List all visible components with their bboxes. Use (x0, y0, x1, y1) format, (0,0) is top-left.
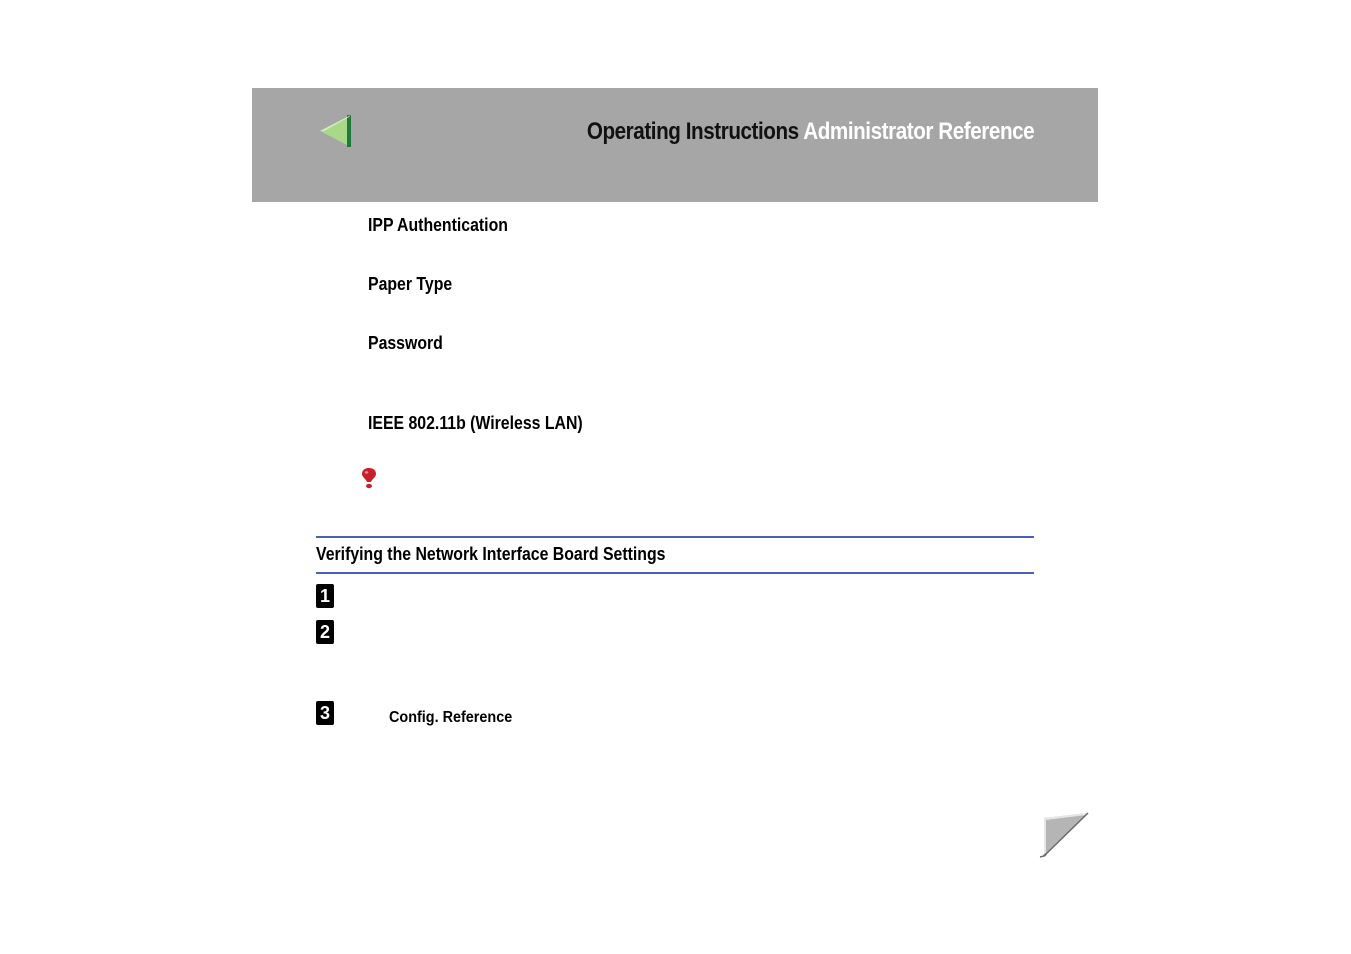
next-page-corner-icon[interactable] (1038, 810, 1090, 858)
previous-page-arrow-icon[interactable] (318, 114, 354, 150)
step-2-badge: 2 (316, 620, 334, 644)
important-note-icon (360, 467, 378, 489)
section-header (316, 536, 1034, 574)
step-1-badge: 1 (316, 584, 334, 608)
title-sub: Administrator Reference (803, 118, 1034, 145)
document-title (587, 118, 1034, 146)
step-3-text: Config. Reference (389, 709, 513, 726)
heading-ieee-80211b: IEEE 802.11b (Wireless LAN) (368, 413, 583, 433)
title-main: Operating Instructions (586, 118, 799, 145)
heading-password: Password (368, 333, 443, 353)
section-title: Verifying the Network Interface Board Settings (316, 544, 666, 564)
heading-paper-type: Paper Type (368, 274, 453, 294)
heading-ipp-authentication: IPP Authentication (368, 215, 508, 235)
header-band (252, 88, 1098, 202)
step-3-badge: 3 (316, 701, 334, 725)
